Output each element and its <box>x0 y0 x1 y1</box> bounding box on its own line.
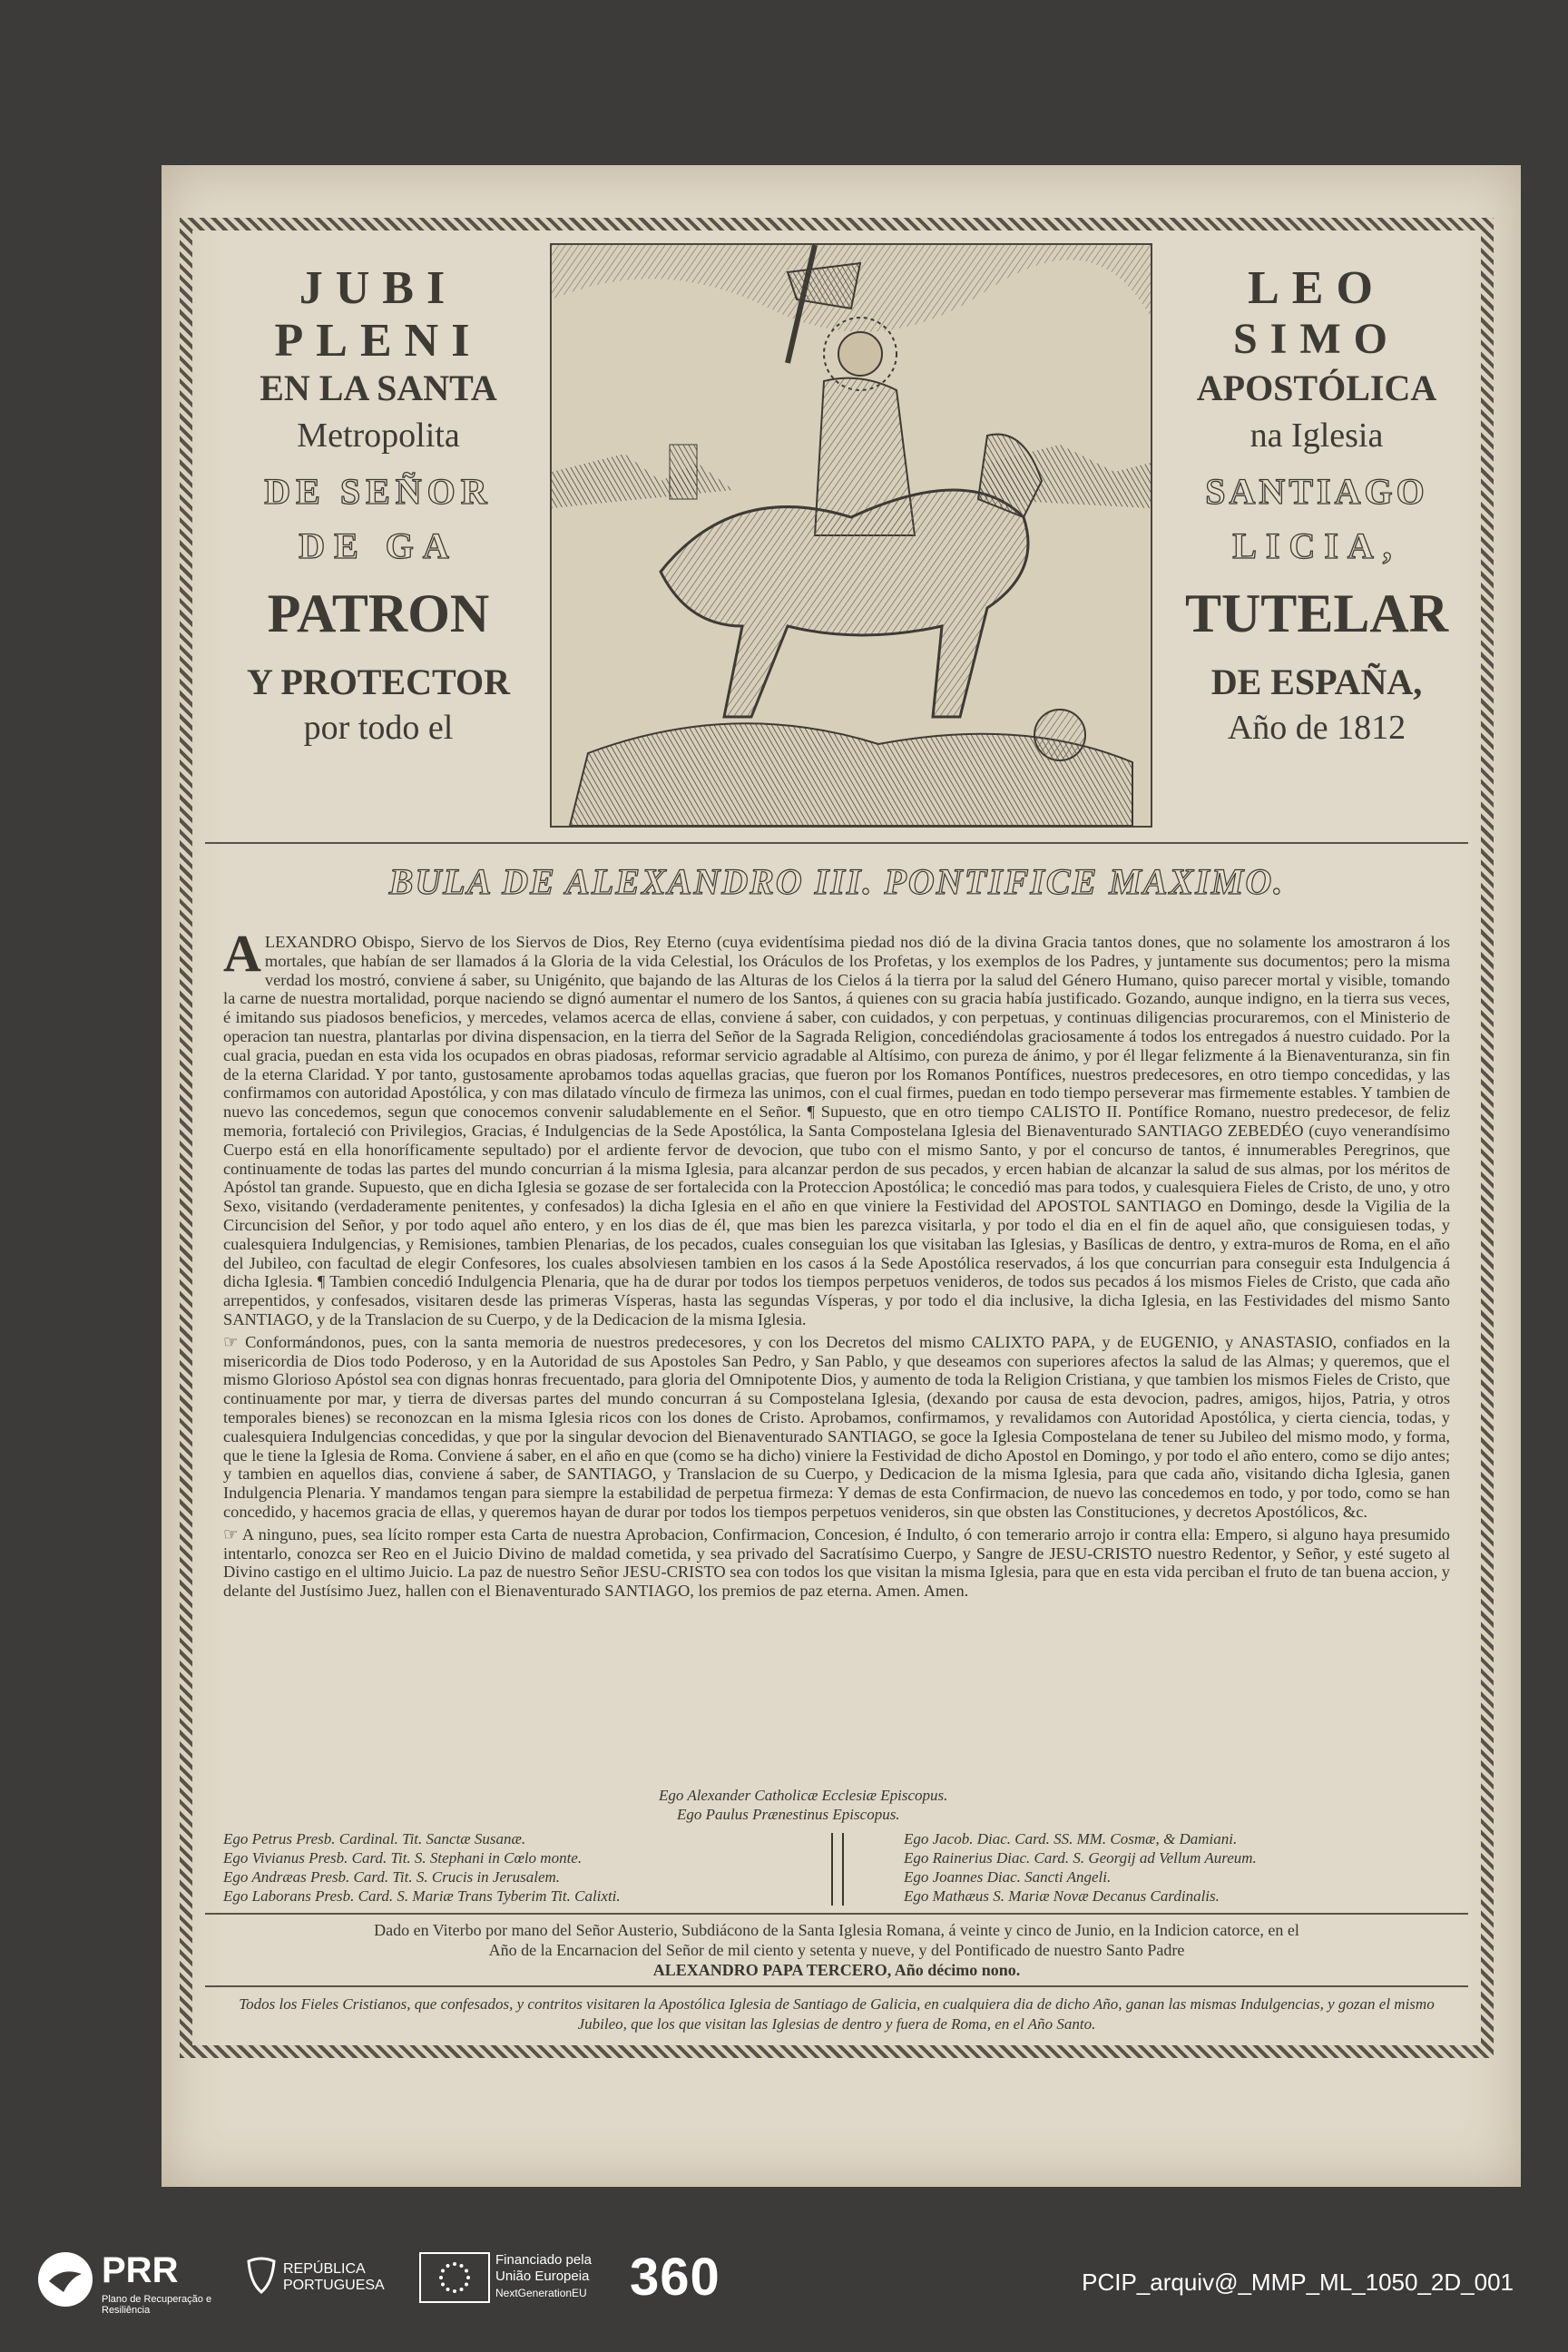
heading-left-1: JUBI <box>299 262 458 314</box>
heading-right-8: DE ESPAÑA, <box>1210 662 1423 702</box>
dropcap: A <box>223 933 261 983</box>
signature-pope: Ego Alexander Catholicæ Ecclesiæ Episcopus. <box>659 1787 948 1804</box>
engraving-saint-james <box>550 243 1152 828</box>
signature-left-list: Ego Petrus Presb. Cardinal. Tit. Sanctæ Susanæ. Ego Vivianus Presb. Card. Tit. S. Stephani in Cœlo monte. Ego Andræas Presb. Card. Tit. S. Crucis in Jerusalem. Ego Laborans Presb. Card. S. Mariæ Trans Tyberim Tit. Calixti. <box>223 1830 621 1905</box>
republica-logo-icon <box>245 2256 278 2296</box>
heading-left-3: EN LA SANTA <box>260 368 497 408</box>
heading-right-3: APOSTÓLICA <box>1196 368 1437 408</box>
signature-bishop: Ego Paulus Prænestinus Episcopus. <box>677 1806 900 1823</box>
footer-bar <box>0 2241 1568 2323</box>
heading-left-6: DE GA <box>299 525 458 566</box>
divider-2 <box>205 1913 1468 1915</box>
bull-body <box>223 933 1450 1913</box>
document-sheet <box>162 165 1521 2187</box>
heading-left-2: PLENI <box>274 315 483 367</box>
heading-right-6: LICIA, <box>1232 525 1401 566</box>
heading-left-5: DE SEÑOR <box>264 471 493 512</box>
heading-right-1: LEO <box>1248 262 1386 314</box>
heading-left-7: PATRON <box>267 583 490 643</box>
prr-subtitle: Plano de Recuperação e Resiliência <box>102 2294 212 2316</box>
paragraph-3: ☞ A ninguno, pues, sea lícito romper esta Carta de nuestra Aprobacion, Confirmacion, Concesion, é Indulto, ó con temerario arrojo ir contra ella: Empero, si alguno haya presumido intentarlo, conozca ser Reo en el Juicio Divino de maldad cometida, y sea privado del Sacratísimo Cuerpo, y Sangre de JESU-CRISTO nuestro Redentor, y Señor, y esté sugeto al Divino castigo en el ultimo Juicio. La paz de nuestro Señor JESU-CRISTO sea con todos los que visitan la misma Iglesia, para que en esta vida perciban el fruto de tan buena accion, y delante del Justísimo Juez, hallen con el Bienaventurado SANTIAGO, los premios de paz eterna. Amen. Amen. <box>223 1524 1450 1601</box>
paragraph-2: ☞ Conformándonos, pues, con la santa memoria de nuestros predecesores, y con los Decretos del mismo CALIXTO PAPA, y de EUGENIO, y ANASTASIO, confiados en la misericordia de Dios todo Poderoso, y en la Autoridad de sus Apostoles San Pedro, y San Pablo, y que deseamos con superiores afectos la salud de las Almas; y queremos, que el mismo Glorioso Apóstol sea con dignas honras frecuentado, para gloria del Omnipotente Dios, y aumento de toda la Religion Cristiana, y que tambien los mismos Fieles de Cristo, que continuamente por mar, y tierra de diversas partes del mundo concurran á su Compostelana Iglesia, (dexando por causa de esta devocion, padres, amigos, hijos, Patria, y otros temporales bienes) se reconozcan en la misma Iglesia ricos con los dones de Cristo. Aprobamos, confirmamos, y revalidamos con Autoridad Apostólica, y cierta ciencia, todas, y cualesquiera Indulgencias concedidas, y que por la singular devocion del Bienaventurado SANTIAGO, se goce la Iglesia Compostelana de tener su Jubileo del mismo modo, y forma, que le tiene la Iglesia de Roma. Conviene á saber, en el año en que (como se ha dicho) viniere la Festividad de dicho Apostol en Domingo, y por todo el año entero, como se dijo antes; y tambien en aquellos dias, conviene á saber, de SANTIAGO, y Translacion de su Cuerpo, y Dedicacion de la misma Iglesia, para que cada año, visitando dicha Iglesia, ganen Indulgencia Plenaria. Y mandamos tengan para siempre la estabilidad de perpetua firmeza: Y demas de esta Confirmacion, de nuevo las concedemos en todo, y por todo, como se han concedido, y hacemos gracia de ellas, y queremos hayan de durar por todos los tiempos perpetuos venideros, sin que obsten las Constituciones, y decretos Apostólicos, &c. <box>223 1332 1450 1521</box>
republica-label: REPÚBLICA PORTUGUESA <box>283 2261 385 2293</box>
closing-note: Todos los Fieles Cristianos, que confesados, y contritos visitaren la Apostólica Iglesia de Santiago de Galicia, en cualquiera dia de dicho Año, ganan las mismas Indulgencias, y gozan el mismo Jubileo, que los que visitan las Iglesias de dentro y fuera de Roma, en el Año Santo. <box>239 1995 1435 2033</box>
prr-label: PRR <box>102 2250 179 2290</box>
heading-left-9: por todo el <box>303 709 454 747</box>
divider <box>205 842 1468 844</box>
heading-right-5: SANTIAGO <box>1205 471 1428 512</box>
heading-right-9: Año de 1812 <box>1227 709 1406 747</box>
heading-right-4: na Iglesia <box>1250 416 1384 455</box>
logo-360: 360 <box>630 2248 720 2307</box>
given-at-viterbo: Dado en Viterbo por mano del Señor Austerio, Subdiácono de la Santa Iglesia Romana, á veinte y cinco de Junio, en la Indicion catorce, en el Año de la Encarnacion del Señor de mil ciento y setenta y nueve, y del Pontificado de nuestro Santo Padre ALEXANDRO PAPA TERCERO, Año décimo nono. <box>374 1921 1299 1979</box>
signature-separator <box>831 1833 844 1906</box>
heading-left-4: Metropolita <box>297 416 460 455</box>
heading-right-7: TUTELAR <box>1184 583 1449 643</box>
prr-logo-icon <box>36 2250 94 2308</box>
bula-title: BULA DE ALEXANDRO III. PONTIFICE MAXIMO. <box>388 861 1285 902</box>
heading-right-2: SIMO <box>1232 315 1400 363</box>
eu-funding-label: Financiado pela União Europeia NextGenerationEU <box>495 2252 592 2299</box>
paragraph-1: ALEXANDRO Obispo, Siervo de los Siervos de Dios, Rey Eterno (cuya evidentísima piedad nos dió de la divina Gracia tantos dones, que no solamente los amostraron á los mortales, que habían de ser llamados á la Gloria de la vida Celestial, los Oráculos de los Profetas, y los exemplos de los Padres, y juntamente sus documentos; pero la misma verdad los mostró, conviene á saber, su Unigénito, que bajando de las Alturas de los Cielos á la tierra por la salud del Género Humano, quiso parecer mortal y visible, tomando la carne de nuestra mortalidad, porque naciendo se dignó aumentar el numero de los Santos, á quienes con su gracia había justificado. Gozando, aunque indigno, en la tierra sus veces, é imitando sus piadosos beneficios, y mercedes, velamos acerca de ellas, conviene á saber, con cuidados, y con perpetuas, y continuas diligencias procuraremos, con el Ministerio de operacion tan nuestra, plantarlas por divina dispensacion, en la tierra del Señor de la Sagrada Religion, concediéndolas graciosamente á todos los entregados á nuestro cuidado. Por la cual gracia, puedan en esta vida los ocupados en obras piadosas, reformar servicio agradable al Altísimo, con pureza de ánimo, y por él llegar felizmente á la Bienaventuranza, sin fin de la eterna Claridad. Y por tanto, gustosamente aprobamos todas aquellas gracias, que fueron por los Romanos Pontífices, nuestros predecesores, en otro tiempo concedidas, y las confirmamos con autoridad Apostólica, y con mas dilatado vínculo de firmeza las unimos, con el cual firmes, puedan en todo tiempo perseverar mas firmemente estables. Y tambien de nuevo las concedemos, segun que conocemos convenir saludablemente en el Señor. ¶ Supuesto, que en otro tiempo CALISTO II. Pontífice Romano, nuestro predecesor, de feliz memoria, fortaleció con Privilegios, Gracias, é Indulgencias de la Sede Apostólica, la Santa Compostelana Iglesia del Bienaventurado SANTIAGO ZEBEDÉO (cuyo venerandísimo Cuerpo está en ella honoríficamente sepultado) por el ardiente fervor de devocion, que tubo con el mismo Santo, y por el concurso de tantos, é innumerables Peregrinos, que continuamente de todas las partes del mundo concurrian á la misma Iglesia, para alcanzar perdon de sus pecados, y ercen habian de alcanzar la salud de sus almas, por los méritos de Apóstol tan grande. Supuesto, que en dicha Iglesia se gozase de ser fortalecida con la Proteccion Apostólica; le concedió mas para todos, y cualesquiera Fieles de Cristo, de uno, y otro Sexo, visitando (verdaderamente penitentes, y confesados) la dicha Iglesia en el año en que viniere la Festividad del APOSTOL SANTIAGO en Domingo, desde la Vigilia de la Circuncision del Señor, y por todo aquel año entero, y en los dias de él, que mas bien les parezca visitarla, y por todo el dia en el fin de aquel año, que consiguiesen todas, y cualesquiera Indulgencias, y Remisiones, tambien Plenarias, de los pecados, cuales conseguian los que visitaban las Iglesias, y Basílicas de dentro, y extra-muros de Roma, en el año del Jubileo, con facultad de elegir Confesores, los cuales absolviesen tambien en los casos á la Sede Apostólica reservados, á los que concurrian para conseguir esta Indulgencia á dicha Iglesia. ¶ Tambien concedió Indulgencia Plenaria, que ha de durar por todos los tiempos perpetuos venideros, de todos sus pecados á los mismos Fieles de Cristo, que cada año arrepentidos, y confesados, visitaren desde las primeras Vísperas, hasta las segundas Vísperas, y por todo el dia inclusive, la dicha Iglesia, en las Festividades del mismo Santo SANTIAGO, y de la Translacion de su Cuerpo, y de la Dedicacion de la misma Iglesia. <box>223 933 1450 1328</box>
ornamental-border <box>180 218 1494 2058</box>
heading-left-8: Y PROTECTOR <box>246 662 511 702</box>
divider-3 <box>205 1985 1468 1987</box>
eu-flag-icon <box>419 2252 490 2303</box>
signature-right-list: Ego Jacob. Diac. Card. SS. MM. Cosmæ, & Damiani. Ego Rainerius Diac. Card. S. Georgij ad Vellum Aureum. Ego Joannes Diac. Sancti Angeli. Ego Mathæus S. Mariæ Novæ Decanus Cardinalis. <box>904 1830 1257 1905</box>
archive-id: PCIP_arquiv@_MMP_ML_1050_2D_001 <box>1082 2269 1514 2296</box>
